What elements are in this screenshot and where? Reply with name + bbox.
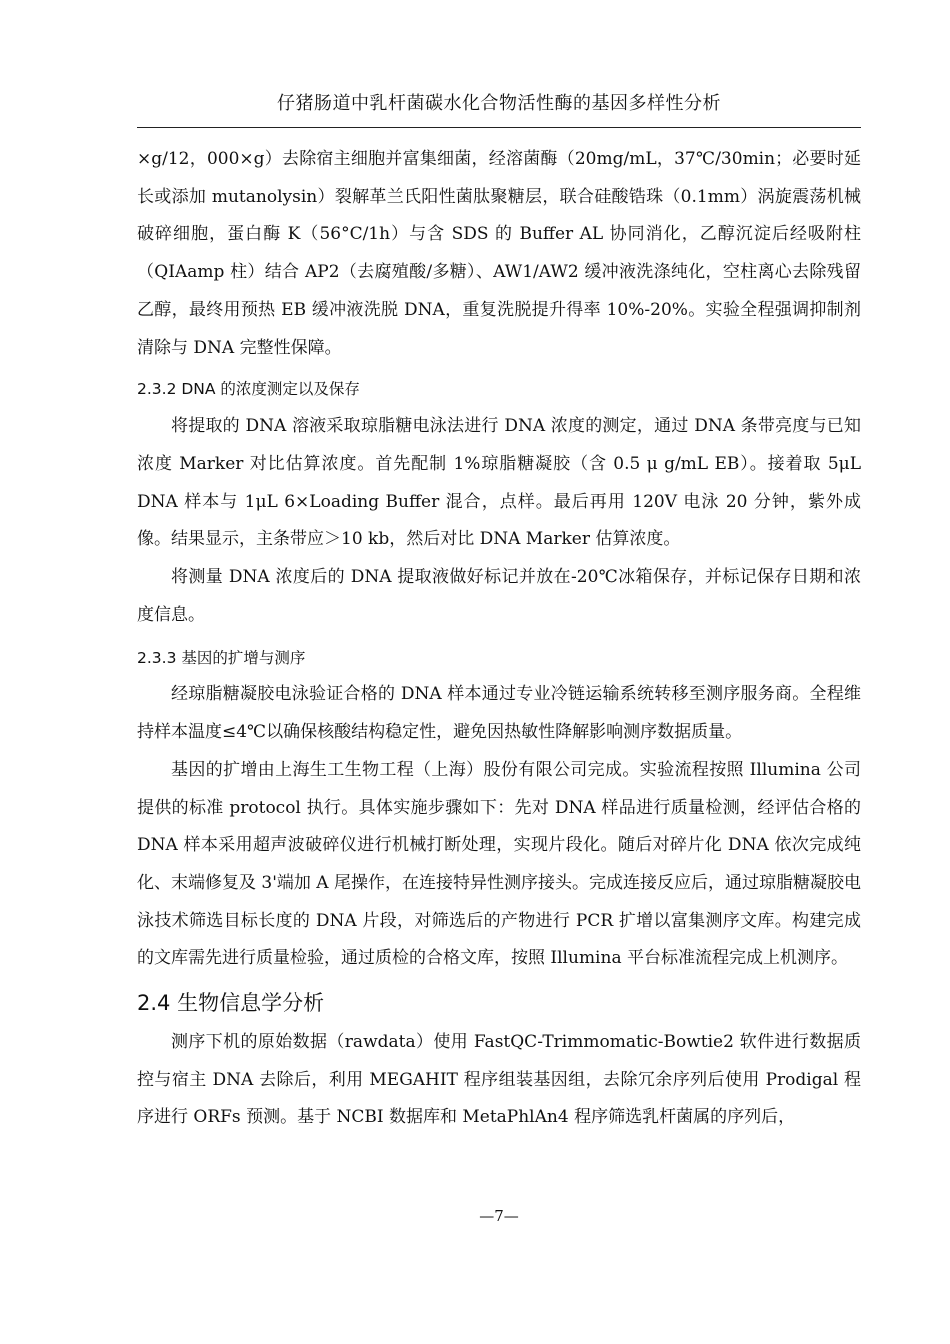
body-paragraph: 基因的扩增由上海生工生物工程（上海）股份有限公司完成。实验流程按照 Illumina 公司提供的标准 protocol 执行。具体实施步骤如下：先对 DNA 样品进行质量检测，经评估合格的 DNA 样本采用超声波破碎仪进行机械打断处理，实现片段化。随后对碎片化 DNA 依次完成纯化、末端修复及 3'端加 A 尾操作，在连接特异性测序接头。完成连接反应后，通过琼脂糖凝胶电泳技术筛选目标长度的 DNA 片段，对筛选后的产物进行 PCR 扩增以富集测序文库。构建完成的文库需先进行质量检验，通过质检的合格文库，按照 Illumina 平台标准流程完成上机测序。 xyxy=(137,759,861,969)
body-paragraph: 将提取的 DNA 溶液采取琼脂糖电泳法进行 DNA 浓度的测定，通过 DNA 条带亮度与已知浓度 Marker 对比估算浓度。首先配制 1%琼脂糖凝胶（含 0.5 μ g/mL EB）。接着取 5μL DNA 样本与 1μL 6×Loading Buffer 混合，点样。最后再用 120V 电泳 20 分钟，紫外成像。结果显示，主条带应＞10 kb，然后对比 DNA Marker 估算浓度。 xyxy=(137,416,861,550)
body-paragraph: 经琼脂糖凝胶电泳验证合格的 DNA 样本通过专业冷链运输系统转移至测序服务商。全程维持样本温度≤4℃以确保核酸结构稳定性，避免因热敏性降解影响测序数据质量。 xyxy=(137,684,861,743)
section-heading: 2.4 生物信息学分析 xyxy=(137,991,325,1016)
body-paragraph: ×g/12，000×g）去除宿主细胞并富集细菌，经溶菌酶（20mg/mL，37℃/30min；必要时延长或添加 mutanolysin）裂解革兰氏阳性菌肽聚糖层，联合硅酸锆珠（0.1mm）涡旋震荡机械破碎细胞，蛋白酶 K（56°C/1h）与含 SDS 的 Buffer AL 协同消化，乙醇沉淀后经吸附柱（QIAamp 柱）结合 AP2（去腐殖酸/多糖）、AW1/AW2 缓冲液洗涤纯化，空柱离心去除残留乙醇，最终用预热 EB 缓冲液洗脱 DNA，重复洗脱提升得率 10%-20%。实验全程强调抑制剂清除与 DNA 完整性保障。 xyxy=(137,149,861,358)
header-rule xyxy=(137,127,861,128)
body-paragraph: 将测量 DNA 浓度后的 DNA 提取液做好标记并放在-20℃冰箱保存，并标记保存日期和浓度信息。 xyxy=(137,567,861,625)
page-number: —7— xyxy=(479,1207,519,1225)
running-header: 仔猪肠道中乳杆菌碳水化合物活性酶的基因多样性分析 xyxy=(277,93,721,114)
subsection-heading: 2.3.2 DNA 的浓度测定以及保存 xyxy=(137,380,360,399)
subsection-heading: 2.3.3 基因的扩增与测序 xyxy=(137,649,306,668)
body-paragraph: 测序下机的原始数据（rawdata）使用 FastQC-Trimmomatic-Bowtie2 软件进行数据质控与宿主 DNA 去除后，利用 MEGAHIT 程序组装基因组，去除冗余序列后使用 Prodigal 程序进行 ORFs 预测。基于 NCBI 数据库和 MetaPhlAn4 程序筛选乳杆菌属的序列后， xyxy=(137,1032,861,1128)
document-body xyxy=(137,141,861,1137)
